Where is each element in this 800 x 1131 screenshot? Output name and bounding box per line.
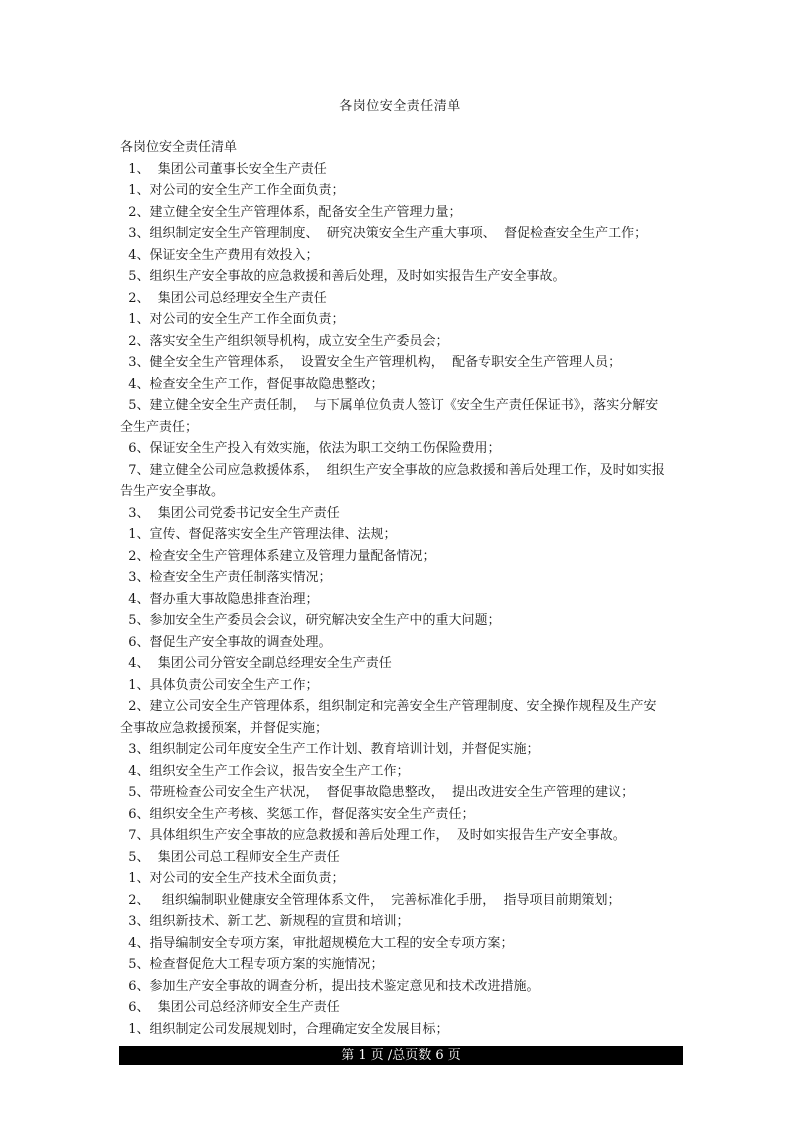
text-line: 6、 集团公司总经济师安全生产责任 <box>120 1000 340 1015</box>
text-line: 6、保证安全生产投入有效实施，依法为职工交纳工伤保险费用； <box>120 441 501 456</box>
text-line: 1、对公司的安全生产工作全面负责； <box>120 183 345 198</box>
text-line: 5、参加安全生产委员会会议，研究解决安全生产中的重大问题； <box>120 613 501 628</box>
text-line: 2、建立健全安全生产管理体系，配备安全生产管理力量； <box>120 204 462 220</box>
text-line: 2、 组织编制职业健康安全管理体系文件， 完善标准化手册， 指导项目前期策划； <box>120 892 621 908</box>
text-line: 告生产安全事故。 <box>120 484 225 499</box>
text-line: 3、组织新技术、新工艺、新规程的宣贯和培训； <box>120 914 410 929</box>
text-line: 1、 集团公司董事长安全生产责任 <box>120 161 327 177</box>
text-line: 5、建立健全安全生产责任制， 与下属单位负责人签订《安全生产责任保证书》，落实分解安 <box>120 398 659 413</box>
text-line: 1、对公司的安全生产技术全面负责； <box>120 871 345 886</box>
text-line: 5、组织生产安全事故的应急救援和善后处理，及时如实报告生产安全事故。 <box>120 269 566 284</box>
text-line: 5、检查督促危大工程专项方案的实施情况； <box>120 957 384 972</box>
text-line: 7、建立健全公司应急救援体系， 组织生产安全事故的应急救援和善后处理工作，及时如实报 <box>120 462 665 478</box>
text-line: 6、组织安全生产考核、奖惩工作，督促落实安全生产责任； <box>120 806 475 822</box>
text-line: 2、建立公司安全生产管理体系，组织制定和完善安全生产管理制度、安全操作规程及生产安 <box>120 699 657 714</box>
document-body <box>120 137 684 1040</box>
text-line: 3、检查安全生产责任制落实情况； <box>120 570 332 585</box>
text-line: 4、组织安全生产工作会议，报告安全生产工作； <box>120 763 410 779</box>
text-line: 7、具体组织生产安全事故的应急救援和善后处理工作， 及时如实报告生产安全事故。 <box>120 828 626 843</box>
text-line: 3、组织制定安全生产管理制度、 研究决策安全生产重大事项、 督促检查安全生产工作； <box>120 226 648 241</box>
text-line: 3、健全安全生产管理体系， 设置安全生产管理机构， 配备专职安全生产管理人员； <box>120 355 622 370</box>
page-number-text: 第 1 页 /总页数 6 页 <box>341 1048 461 1063</box>
text-line: 1、具体负责公司安全生产工作； <box>120 677 319 693</box>
text-line: 1、对公司的安全生产工作全面负责； <box>120 312 345 327</box>
text-line: 全生产责任； <box>120 419 199 435</box>
text-line: 3、 集团公司党委书记安全生产责任 <box>120 505 340 521</box>
text-line: 5、 集团公司总工程师安全生产责任 <box>120 849 340 865</box>
text-line: 2、落实安全生产组织领导机构，成立安全生产委员会； <box>120 333 449 349</box>
text-line: 各岗位安全责任清单 <box>120 140 238 155</box>
text-line: 4、保证安全生产费用有效投入； <box>120 247 319 263</box>
text-line: 全事故应急救援预案，并督促实施； <box>120 720 329 736</box>
text-line: 6、督促生产安全事故的调查处理。 <box>120 634 332 650</box>
page-title: 各岗位安全责任清单 <box>339 99 461 114</box>
text-line: 4、检查安全生产工作，督促事故隐患整改； <box>120 376 384 392</box>
text-line: 2、检查安全生产管理体系建立及管理力量配备情况； <box>120 548 436 564</box>
text-line: 4、督办重大事故隐患排查治理； <box>120 591 319 607</box>
text-line: 1、宣传、督促落实安全生产管理法律、法规； <box>120 527 397 542</box>
text-line: 4、指导编制安全专项方案，审批超规模危大工程的安全专项方案； <box>120 935 514 951</box>
text-line: 6、参加生产安全事故的调查分析，提出技术鉴定意见和技术改进措施。 <box>120 978 540 994</box>
text-line: 2、 集团公司总经理安全生产责任 <box>120 290 327 306</box>
text-line: 3、组织制定公司年度安全生产工作计划、教育培训计划，并督促实施； <box>120 742 540 757</box>
text-line: 4、 集团公司分管安全副总经理安全生产责任 <box>120 656 392 671</box>
text-line: 1、组织制定公司发展规划时，合理确定安全发展目标； <box>120 1021 449 1037</box>
page-footer <box>119 1046 683 1065</box>
text-line: 5、带班检查公司安全生产状况， 督促事故隐患整改， 提出改进安全生产管理的建议； <box>120 785 635 800</box>
